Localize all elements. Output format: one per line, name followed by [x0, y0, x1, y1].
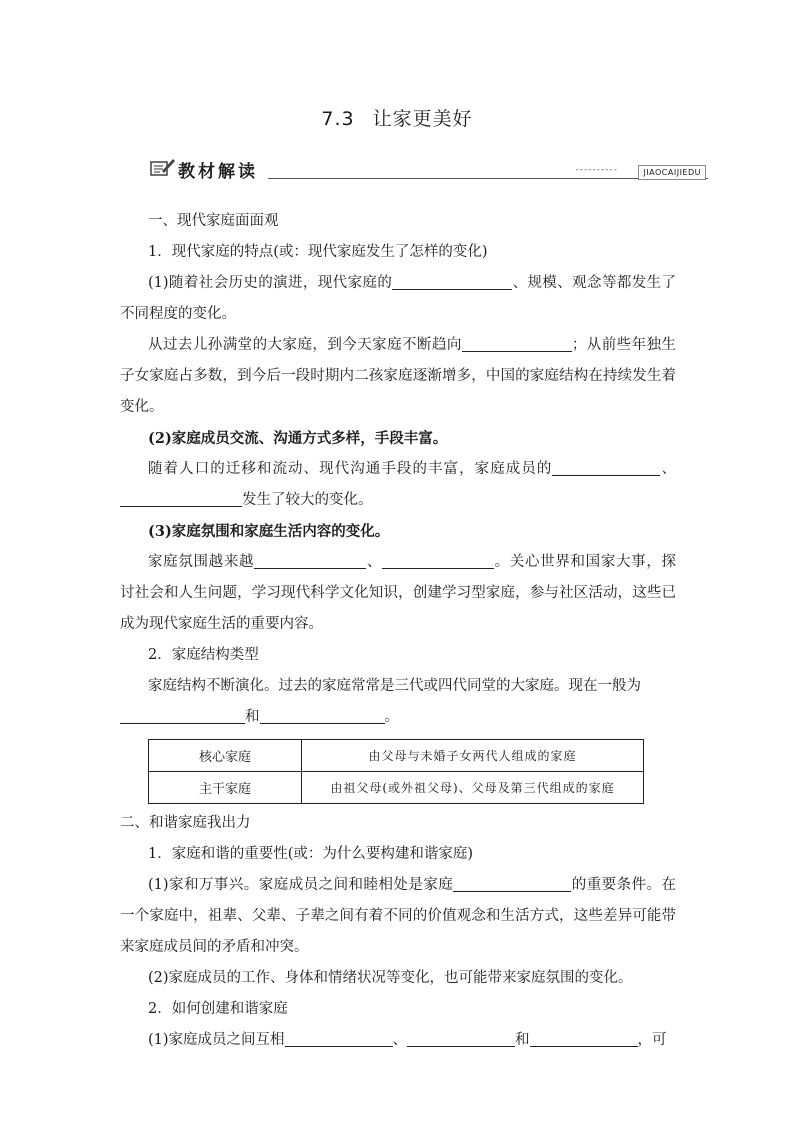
section-number: 7.3	[321, 108, 355, 130]
blank-line	[382, 552, 494, 569]
text-run: 和	[245, 709, 260, 725]
text-run: 随着人口的迁移和流动、现代沟通手段的丰富，家庭成员的	[148, 461, 553, 477]
paragraph	[120, 454, 676, 516]
text-run: (1)随着社会历史的演进，现代家庭的	[148, 275, 393, 291]
blank-line	[285, 1030, 393, 1047]
text-run: (1)家和万事兴。家庭成员之间和睦相处是家庭	[148, 877, 454, 893]
table-cell-desc: 由祖父母(或外祖父母)、父母及第三代组成的家庭	[302, 772, 644, 804]
text-run: 、规模、观念等都发生了不同程度的变化。	[120, 275, 676, 322]
paragraph	[120, 870, 676, 963]
paragraph	[120, 268, 676, 330]
text-run: 、	[392, 1032, 408, 1048]
text-run: 和	[515, 1032, 530, 1048]
subsection-heading: 1．家庭和谐的重要性(或：为什么要构建和谐家庭)	[148, 846, 474, 862]
subsection-heading: 2．如何创建和谐家庭	[148, 1001, 288, 1017]
blank-line	[392, 273, 512, 290]
blank-line	[254, 552, 366, 569]
subsection-heading: 1．现代家庭的特点(或：现代家庭发生了怎样的变化)	[148, 244, 488, 260]
blank-line	[530, 1030, 638, 1047]
paragraph: 家庭结构不断演化。过去的家庭常常是三代或四代同堂的大家庭。现在一般为	[148, 678, 641, 694]
banner-label: 教材解读	[178, 162, 258, 182]
text-run: ；从前些年独生子女家庭占多数，到今后一段时期内二孩家庭逐渐增多，中国的家庭结构在持续发生着变化。	[120, 337, 677, 415]
blank-line	[120, 490, 242, 507]
blank-line	[552, 459, 660, 476]
text-run: 家庭氛围越来越	[148, 554, 255, 570]
table-cell-type: 主干家庭	[149, 772, 302, 804]
text-run: 从过去儿孙满堂的大家庭，到今天家庭不断趋向	[148, 337, 462, 353]
text-run: (1)家庭成员之间互相	[148, 1032, 285, 1048]
title-text: 让家更美好	[372, 108, 473, 130]
page-title	[0, 104, 794, 131]
paragraph	[120, 702, 676, 733]
blank-line	[407, 1030, 515, 1047]
main-content	[120, 206, 676, 1056]
paragraph: (3)家庭氛围和家庭生活内容的变化。	[148, 523, 390, 540]
text-run: 。	[384, 709, 399, 725]
text-run: 、	[366, 554, 383, 570]
section-banner	[148, 154, 708, 182]
subsection-heading: 2．家庭结构类型	[148, 647, 259, 663]
text-run: 发生了较大的变化。	[242, 492, 373, 508]
banner-pinyin: JIAOCAIJIEDU	[638, 165, 706, 180]
blank-line	[453, 875, 571, 892]
section-heading: 二、和谐家庭我出力	[120, 815, 251, 831]
paragraph	[120, 1025, 676, 1056]
table-cell-type: 核心家庭	[149, 740, 302, 772]
blank-line	[260, 707, 385, 724]
pen-icon	[150, 156, 176, 178]
paragraph: (2)家庭成员交流、沟通方式多样，手段丰富。	[148, 430, 448, 447]
text-run: 、	[660, 461, 677, 477]
blank-line	[120, 707, 245, 724]
text-run: ，可	[637, 1032, 667, 1048]
paragraph: (2)家庭成员的工作、身体和情绪状况等变化，也可能带来家庭氛围的变化。	[148, 970, 633, 986]
blank-line	[462, 335, 572, 352]
table-row	[149, 740, 644, 772]
paragraph	[120, 330, 676, 423]
text-run: 的重要条件。在一个家庭中，祖辈、父辈、子辈之间有着不同的价值观念和生活方式，这些差异可能带来家庭成员间的矛盾和冲突。	[120, 877, 676, 955]
text-run: 。关心世界和国家大事，探讨社会和人生问题，学习现代科学文化知识，创建学习型家庭，参与社区活动，这些已成为现代家庭生活的重要内容。	[120, 554, 677, 632]
table-row	[149, 772, 644, 804]
paragraph	[120, 547, 676, 640]
family-type-table	[148, 739, 644, 804]
table-cell-desc: 由父母与未婚子女两代人组成的家庭	[302, 740, 644, 772]
banner-decoration: ----------	[575, 165, 618, 175]
section-heading: 一、现代家庭面面观	[148, 213, 279, 229]
